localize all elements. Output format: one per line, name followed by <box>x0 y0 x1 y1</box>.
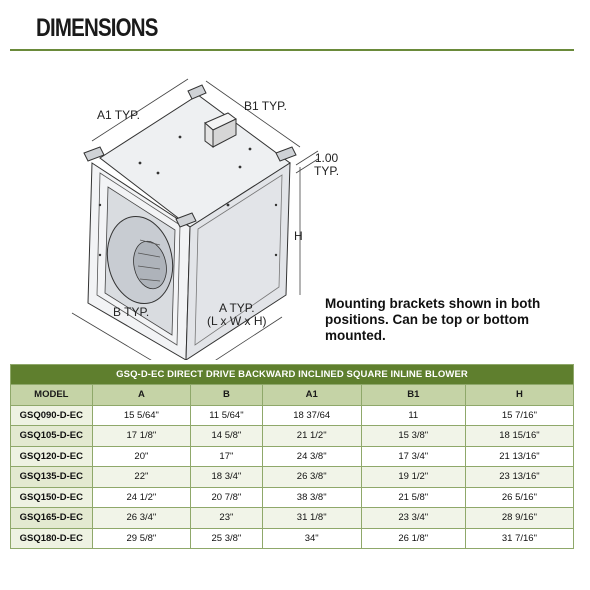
table-cell: 31 7/16" <box>465 528 573 549</box>
table-cell: 24 1/2" <box>92 487 191 508</box>
table-row <box>11 446 574 467</box>
mounting-note: Mounting brackets shown in both positions. Can be top or bottom mounted. <box>325 296 541 343</box>
dim-label-a1: A1 TYP. <box>97 108 140 122</box>
table-cell: 14 5/8" <box>191 426 263 447</box>
table-cell: 21 5/8" <box>361 487 465 508</box>
table-cell: 28 9/16" <box>465 508 573 529</box>
table-cell: 29 5/8" <box>92 528 191 549</box>
column-header-a: A <box>92 385 191 406</box>
table-cell: 11 <box>361 405 465 426</box>
table-cell: 15 7/16" <box>465 405 573 426</box>
dim-label-bracket-value: 1.00 <box>314 151 339 165</box>
table-cell: 18 37/64 <box>262 405 361 426</box>
dimensions-table <box>10 364 574 549</box>
table-cell: 17" <box>191 446 263 467</box>
table-cell: 18 15/16" <box>465 426 573 447</box>
table-cell: 25 3/8" <box>191 528 263 549</box>
title-divider <box>10 49 574 51</box>
table-cell: 11 5/64" <box>191 405 263 426</box>
dim-label-bracket-typ: TYP. <box>314 164 340 178</box>
column-header-b: B <box>191 385 263 406</box>
table-cell: 38 3/8" <box>262 487 361 508</box>
table-row <box>11 508 574 529</box>
model-cell: GSQ165-D-EC <box>11 508 93 529</box>
dim-label-a-lxwxh: (L x W x H) <box>207 314 267 328</box>
model-cell: GSQ090-D-EC <box>11 405 93 426</box>
dimensions-table-wrapper <box>10 364 574 549</box>
dim-label-b1: B1 TYP. <box>244 99 287 113</box>
table-row <box>11 426 574 447</box>
table-cell: 26 1/8" <box>361 528 465 549</box>
table-header-row <box>11 385 574 406</box>
table-cell: 31 1/8" <box>262 508 361 529</box>
model-cell: GSQ135-D-EC <box>11 467 93 488</box>
table-cell: 20" <box>92 446 191 467</box>
table-row <box>11 405 574 426</box>
table-cell: 24 3/8" <box>262 446 361 467</box>
dim-label-a-value: A TYP. <box>218 301 255 315</box>
table-cell: 21 1/2" <box>262 426 361 447</box>
model-cell: GSQ120-D-EC <box>11 446 93 467</box>
table-caption: GSQ-D-EC DIRECT DRIVE BACKWARD INCLINED SQUARE INLINE BLOWER <box>11 365 574 385</box>
column-header-a1: A1 <box>262 385 361 406</box>
table-cell: 23 3/4" <box>361 508 465 529</box>
table-cell: 20 7/8" <box>191 487 263 508</box>
table-cell: 18 3/4" <box>191 467 263 488</box>
table-cell: 15 5/64" <box>92 405 191 426</box>
table-cell: 15 3/8" <box>361 426 465 447</box>
table-cell: 23 13/16" <box>465 467 573 488</box>
dim-label-h: H <box>294 229 303 243</box>
model-cell: GSQ105-D-EC <box>11 426 93 447</box>
dim-label-b: B TYP. <box>113 305 150 319</box>
table-cell: 19 1/2" <box>361 467 465 488</box>
table-cell: 34" <box>262 528 361 549</box>
table-row <box>11 467 574 488</box>
table-cell: 26 3/4" <box>92 508 191 529</box>
model-cell: GSQ150-D-EC <box>11 487 93 508</box>
dim-label-bracket <box>314 152 339 178</box>
table-row <box>11 528 574 549</box>
model-cell: GSQ180-D-EC <box>11 528 93 549</box>
table-cell: 23" <box>191 508 263 529</box>
table-cell: 17 1/8" <box>92 426 191 447</box>
table-cell: 26 3/8" <box>262 467 361 488</box>
dim-label-a <box>207 302 267 328</box>
page-title: DIMENSIONS <box>36 14 158 42</box>
table-cell: 22" <box>92 467 191 488</box>
column-header-b1: B1 <box>361 385 465 406</box>
table-row <box>11 487 574 508</box>
column-header-model: MODEL <box>11 385 93 406</box>
table-cell: 26 5/16" <box>465 487 573 508</box>
column-header-h: H <box>465 385 573 406</box>
table-cell: 21 13/16" <box>465 446 573 467</box>
table-cell: 17 3/4" <box>361 446 465 467</box>
table-body <box>11 405 574 549</box>
